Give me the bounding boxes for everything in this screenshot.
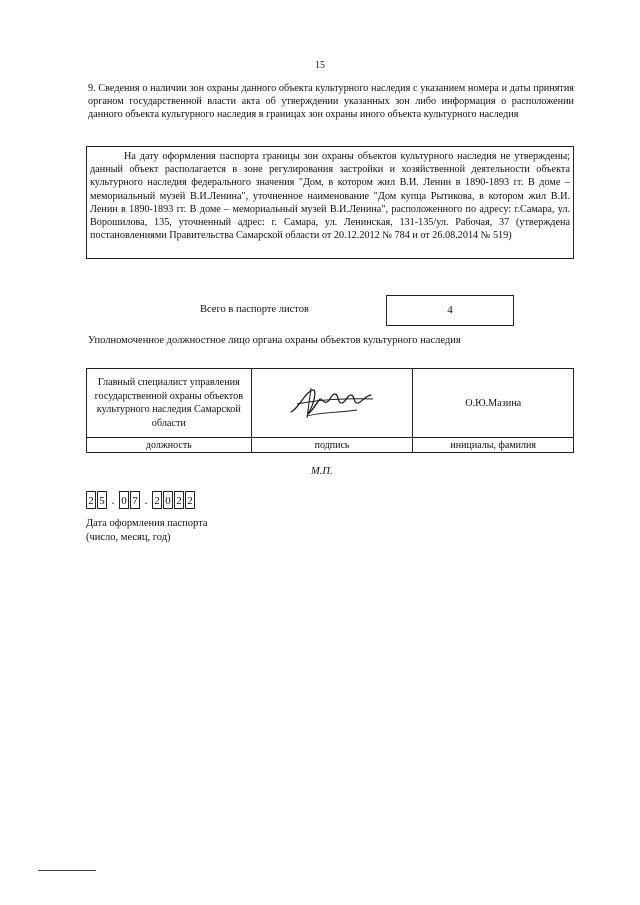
issue-date-boxes: [86, 488, 196, 512]
official-position: Главный специалист управления государственной охраны объектов культурного наследия Самарской области: [94, 377, 244, 429]
total-sheets-value: 4: [386, 295, 514, 326]
protection-zone-info-box: На дату оформления паспорта границы зон охраны объектов культурного наследия не утверждены; данный объект располагается в зоне регулирования застройки и хозяйственной деятельности объекта культурного наследия федерального значения "Дом, в котором жил В.И. Ленин в 1890-1893 гг. В доме – мемориальный музей В.И.Ленина", уточненное наименование "Дом купца Рытикова, в котором жил В.И. Ленин в 1890-1893 гг. В доме – мемориальный музей В.И.Ленина", расположенного по адресу: г.Самара, ул. Ворошилова, 135, уточненный адрес: г. Самара, ул. Ленинская, 131-135/ул. Рабочая, 37 (утверждена постановлениями Правительства Самарской области от 20.12.2012 № 784 и от 26.08.2014 № 519): [86, 146, 574, 259]
authorized-official-heading: Уполномоченное должностное лицо органа охраны объектов культурного наследия: [88, 335, 461, 346]
date-digit: 0: [163, 491, 173, 509]
caption-name: инициалы, фамилия: [413, 438, 574, 453]
date-digit: 2: [152, 491, 162, 509]
date-year: [152, 491, 196, 509]
date-separator: .: [111, 493, 115, 507]
official-position-cell: [87, 369, 252, 438]
page-number: 15: [315, 60, 325, 71]
issue-date-caption: [86, 517, 207, 544]
date-month: [119, 491, 141, 509]
total-sheets-label: Всего в паспорте листов: [200, 304, 309, 315]
date-day: [86, 491, 108, 509]
date-digit: 2: [86, 491, 96, 509]
caption-signature: подпись: [251, 438, 413, 453]
section-9-heading: 9. Сведения о наличии зон охраны данного объекта культурного наследия с указанием номера и даты принятия органом государственной власти акта об утверждении указанных зон либо информация о расположении данного объекта культурного наследия в границах зон охраны иного объекта культурного наследия: [88, 83, 574, 121]
footer-divider: [38, 870, 96, 871]
date-digit: 0: [119, 491, 129, 509]
date-digit: 5: [97, 491, 107, 509]
signature-table: [86, 368, 574, 453]
official-name: О.Ю.Мазина: [413, 369, 574, 438]
signature-cell: [251, 369, 413, 438]
issue-date-caption-line2: (число, месяц, год): [86, 531, 171, 543]
caption-position: должность: [87, 438, 252, 453]
date-separator: .: [144, 493, 148, 507]
issue-date-caption-line1: Дата оформления паспорта: [86, 518, 208, 529]
handwritten-signature: [287, 382, 377, 422]
stamp-placeholder: М.П.: [311, 466, 333, 477]
date-digit: 2: [174, 491, 184, 509]
date-digit: 7: [130, 491, 140, 509]
date-digit: 2: [185, 491, 195, 509]
